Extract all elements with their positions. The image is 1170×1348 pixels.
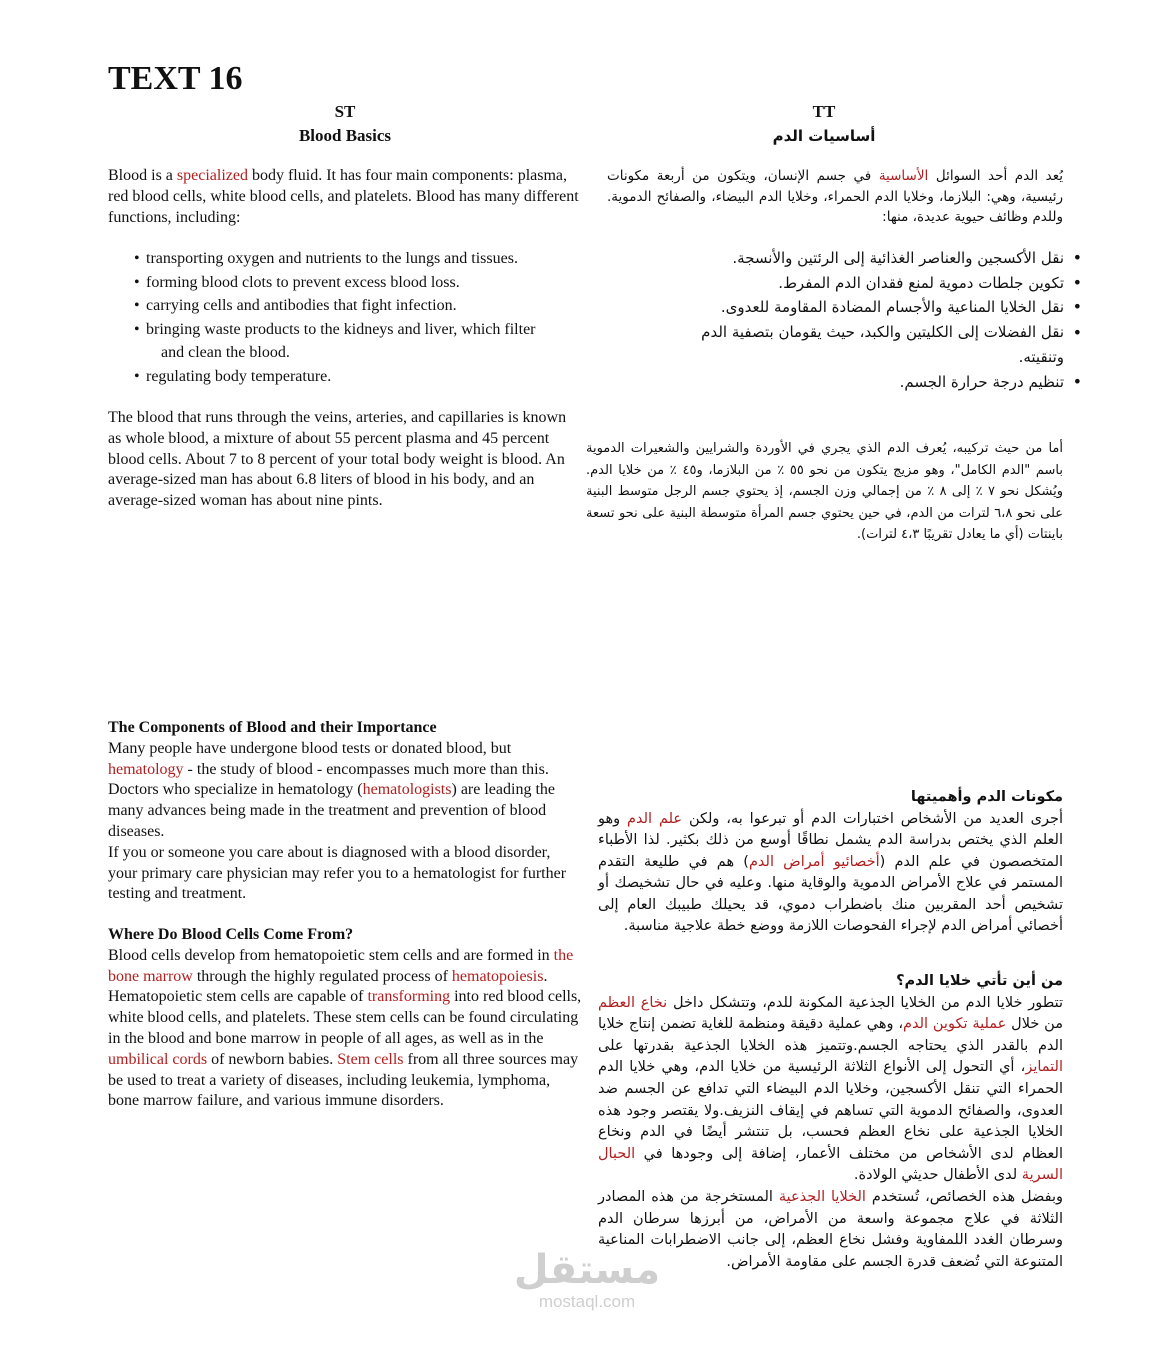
mostaql-watermark	[512, 1248, 662, 1312]
term-hematologists: hematologists	[362, 781, 452, 799]
term-umbilical-cords: umbilical cords	[108, 1050, 208, 1068]
ar-bullet-item: • تكوين جلطات دموية لمنع فقدان الدم المفرط.	[665, 271, 1090, 296]
en-intro-paragraph: Blood is a specialized body fluid. It has four main components: plasma, red blood cells, white blood cells, and platelets. Blood has many different functions, including:	[108, 167, 579, 226]
tt-heading: أساسيات الدم	[772, 127, 876, 145]
tt-label: TT	[812, 102, 836, 121]
document-title: TEXT 16	[108, 60, 243, 97]
ar-origin-section	[598, 971, 1063, 1273]
en-bullet-item: • regulating body temperature.	[108, 365, 588, 389]
st-heading: Blood Basics	[298, 126, 392, 145]
term-ar-umbilical-cords: الحبال السرية	[598, 1145, 1063, 1184]
en-whole-blood-paragraph: The blood that runs through the veins, arteries, and capillaries is known as whole blood, a mixture of about 55 percent plasma and 45 percent blood cells. About 7 to 8 percent of your total body weight is blood. An average-sized man has about 6.8 liters of blood in his body, and an average-sized woman has about nine pints.	[108, 409, 567, 510]
ar-origin-heading: من أين تأتي خلايا الدم؟	[896, 973, 1063, 989]
ar-bullet-item: • نقل الخلايا المناعية والأجسام المضادة المقاومة للعدوى.	[665, 295, 1090, 320]
term-stem-cells: Stem cells	[337, 1050, 404, 1068]
term-ar-differentiation: التمايز	[1025, 1059, 1063, 1076]
en-function-list	[108, 247, 588, 388]
term-ar-hematology: علم الدم	[627, 810, 683, 827]
term-specialized: specialized	[176, 167, 248, 184]
ar-whole-blood-paragraph: أما من حيث تركيبه، يُعرف الدم الذي يجري في الأوردة والشرايين والشعيرات الدموية باسم "الدم الكامل"، وهو مزيج يتكون من نحو ٥٥ ٪ من البلازما، و٤٥ ٪ من خلايا الدم. ويُشكل نحو ٧ ٪ إلى ٨ ٪ من إجمالي وزن الجسم، إذ يحتوي جسم الرجل متوسط البنية على نحو ٦،٨ لترات من الدم، في حين يحتوي جسم المرأة متوسطة البنية على نحو تسعة باينتات (أي ما يعادل تقريبًا ٤،٣ لترات).	[586, 441, 1064, 542]
en-origin-section	[108, 925, 582, 1112]
watermark-url: mostaql.com	[538, 1292, 636, 1311]
st-label: ST	[334, 102, 356, 121]
watermark-logo: مستقل	[513, 1247, 661, 1293]
ar-components-heading: مكونات الدم وأهميتها	[910, 789, 1063, 805]
term-ar-essential: الأساسية	[878, 168, 929, 184]
term-ar-hematopoiesis: عملية تكوين الدم	[903, 1016, 1007, 1033]
en-components-heading: The Components of Blood and their Importance	[108, 719, 437, 736]
en-bullet-item: • carrying cells and antibodies that fight infection.	[108, 294, 588, 318]
en-origin-heading: Where Do Blood Cells Come From?	[108, 926, 354, 943]
st-header	[245, 100, 445, 148]
en-components-section	[108, 718, 582, 905]
term-ar-bone-marrow: نخاع العظم	[598, 994, 668, 1011]
en-bullet-item: • forming blood clots to prevent excess blood loss.	[108, 271, 588, 295]
ar-bullet-item: • نقل الأكسجين والعناصر الغذائية إلى الرئتين والأنسجة.	[665, 246, 1090, 271]
en-bullet-item: • transporting oxygen and nutrients to the lungs and tissues.	[108, 247, 588, 271]
term-ar-stem-cells: الخلايا الجذعية	[778, 1188, 866, 1205]
ar-components-paragraph: أجرى العديد من الأشخاص اختبارات الدم أو تبرعوا به، ولكن علم الدم وهو العلم الذي يختص بدراسة الدم يشمل نطاقًا أوسع من ذلك بكثير. لذا الأطباء المتخصصون في علم الدم (أخصائيو أمراض الدم) هم في طليعة التقدم المستمر في علاج الأمراض الدموية والوقاية منها. وعليه في حال تشخيصك أو تشخيص أحد المقربين منك باضطراب دموي، قد يحيلك طبيبك العام إلى أخصائي أمراض الدم لإجراء الفحوصات اللازمة ووضع خطة علاجية مناسبة.	[598, 810, 1064, 934]
ar-stem-cells-paragraph: وبفضل هذه الخصائص، تُستخدم الخلايا الجذعية المستخرجة من هذه المصادر الثلاثة في علاج مجموعة واسعة من الأمراض، من أبرزها سرطان الدم وسرطان الغدد اللمفاوية وفشل نخاع العظم، إلى جانب الاضطرابات المناعية المتنوعة التي تُضعف قدرة الجسم على مقاومة الأمراض.	[598, 1188, 1063, 1270]
term-bone-marrow: the bone marrow	[108, 946, 574, 985]
ar-intro-paragraph: يُعد الدم أحد السوائل الأساسية في جسم الإنسان، ويتكون من أربعة مكونات رئيسية، وهي: البلازما، وخلايا الدم الحمراء، وخلايا الدم البيضاء، والصفائح الدموية. وللدم وظائف حيوية عديدة، منها:	[607, 168, 1063, 225]
en-components-paragraph: Many people have undergone blood tests or donated blood, but hematology - the study of blood - encompasses much more than this. Doctors who specialize in hematology (hematologists) are leading the many advances being made in the treatment and prevention of blood diseases.	[108, 739, 555, 840]
ar-function-list	[665, 246, 1090, 394]
en-referral-paragraph: If you or someone you care about is diagnosed with a blood disorder, your primary care physician may refer you to a hematologist for further testing and treatment.	[108, 843, 567, 903]
term-ar-hematologists: أخصائيو أمراض الدم	[748, 853, 880, 870]
en-bullet-item: • bringing waste products to the kidneys and liver, which filter and clean the blood.	[108, 318, 588, 365]
term-hematology: hematology	[108, 760, 184, 778]
en-bullet-continuation: and clean the blood.	[161, 344, 290, 361]
ar-origin-paragraph: تتطور خلايا الدم من الخلايا الجذعية المكونة للدم، وتتشكل داخل نخاع العظم من خلال عملية تكوين الدم، وهي عملية دقيقة ومنظمة للغاية تضمن إنتاج خلايا الدم بالقدر الذي يحتاجه الجسم.وتتميز هذه الخلايا الجذعية بقدرتها على التمايز، أي التحول إلى الأنواع الثلاثة الرئيسية من خلايا الدم، وهي خلايا الدم الحمراء التي تنقل الأكسجين، وخلايا الدم البيضاء التي تدافع عن الجسم ضد العدوى، والصفائح الدموية التي تساهم في إيقاف النزيف.ولا يقتصر وجود هذه الخلايا الجذعية على نخاع العظم فحسب، بل تنتشر أيضًا في الدم ونخاع العظام لدى الأشخاص من مختلف الأعمار، إضافة إلى وجودها في الحبال السرية لدى الأطفال حديثي الولادة.	[598, 994, 1064, 1184]
term-transforming: transforming	[367, 988, 451, 1006]
tt-header	[724, 100, 924, 148]
ar-bullet-item: • نقل الفضلات إلى الكليتين والكبد، حيث يقومان بتصفية الدم وتنقيته.	[665, 320, 1090, 370]
ar-components-section	[598, 787, 1063, 938]
ar-bullet-item: • تنظيم درجة حرارة الجسم.	[665, 370, 1090, 395]
en-origin-paragraph: Blood cells develop from hematopoietic stem cells and are formed in the bone marrow through the highly regulated process of hematopoiesis. Hematopoietic stem cells are capable of transforming into red blood cells, white blood cells, and platelets. These stem cells can be found circulating in the blood and bone marrow in people of all ages, as well as in the umbilical cords of newborn babies. Stem cells from all three sources may be used to treat a variety of diseases, including leukemia, lymphoma, bone marrow failure, and various immune disorders.	[108, 946, 582, 1110]
term-hematopoiesis: hematopoiesis	[451, 967, 544, 985]
